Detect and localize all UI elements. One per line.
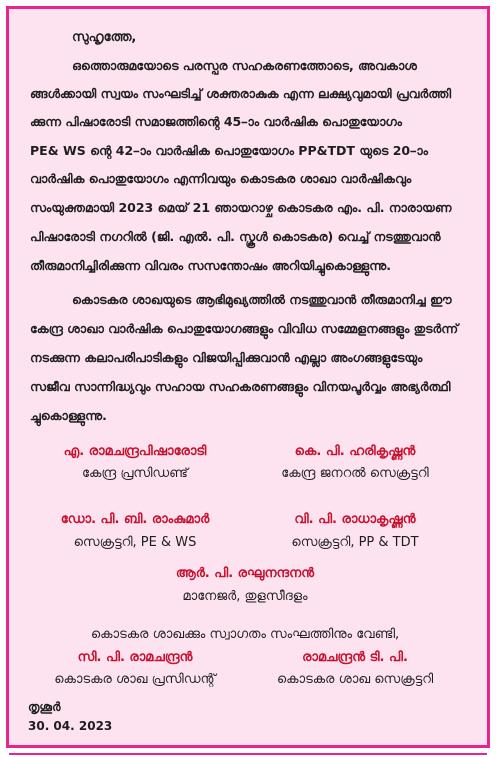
signatory-title: കേന്ദ്ര പ്രസിഡണ്ട് <box>82 466 188 481</box>
signatory-title: മാനേജർ, തുളസീദളം <box>182 589 308 604</box>
salutation: സുഹൃത്തേ, <box>72 30 137 45</box>
signatory-name: വി. പി. രാധാകൃഷ്ണൻ <box>294 512 416 527</box>
signatory-title: സെക്രട്ടറി, PP & TDT <box>291 535 419 550</box>
signatory-title: കേന്ദ്ര ജനറൽ സെക്രട്ടറി <box>281 466 429 481</box>
para2-line: നടക്കുന്ന കലാപരിപാടികളും വിജയിപ്പിക്കുവാൻ എല്ലാ അംഗങ്ങളുടേയും <box>30 350 423 365</box>
signatory-title: സെക്രട്ടറി, PE & WS <box>73 535 197 550</box>
para1-line: സംയുക്തമായി 2023 മെയ് 21 ഞായറാഴ്ച കൊടകര എം. പി. നാരായണ <box>30 200 452 215</box>
para2-line: കേന്ദ്ര ശാഖാ വാർഷിക പൊതുയോഗങ്ങളും വിവിധ സമ്മേളനങ്ങളും തുടർന്ന് <box>30 321 459 336</box>
signatory-name: കെ. പി. ഹരികൃഷ്ണൻ <box>294 444 416 459</box>
date: 30. 04. 2023 <box>28 719 113 733</box>
para1-line: ക്കുന്ന പിഷാരോടി സമാജത്തിന്റെ 45–ാം വാർഷിക പൊതുയോഗം <box>30 114 403 129</box>
para2-line: ച്ചുകൊള്ളുന്നു. <box>30 408 107 423</box>
para1-line: PE& WS ന്റെ 42–ാം വാർഷിക പൊതുയോഗം PP&TDT യുടെ 20–ാം <box>30 143 428 158</box>
branch-signatory-name: സി. പി. രാമചന്ദ്രൻ <box>77 650 193 665</box>
para1-line: തീരുമാനിച്ചിരിക്കുന്ന വിവരം സസന്തോഷം അറിയിച്ചുകൊള്ളുന്നു. <box>30 258 392 273</box>
branch-line: കൊടകര ശാഖക്കും സ്വാഗതം സംഘത്തിനും വേണ്ടി, <box>90 627 400 642</box>
para2-line: സജീവ സാന്നിദ്ധ്യവും സഹായ സഹകരണങ്ങളും വിനയപൂർവ്വം അഭ്യർത്ഥി <box>30 379 451 394</box>
para1-line: ഒത്തൊരുമയോടെ പരസ്പര സഹകരണത്തോടെ, അവകാശ <box>72 58 417 73</box>
para1-line: പിഷാരോടി നഗറിൽ (ജി. എൽ. പി. സ്കൂൾ കൊടകര) വെച്ച് നടത്തുവാൻ <box>30 229 441 244</box>
signatory-name: ഡോ. പി. ബി. രാംകുമാർ <box>60 512 210 527</box>
signatory-name: എ. രാമചന്ദ്രപിഷാരോടി <box>63 444 207 459</box>
branch-signatory-name: രാമചന്ദ്രൻ ടി. പി. <box>302 650 408 665</box>
branch-signatory-title: കൊടകര ശാഖ സെക്രട്ടറി <box>276 672 434 687</box>
branch-signatory-title: കൊടകര ശാഖ പ്രസിഡന്റ് <box>54 672 216 687</box>
place: തൃശൂർ <box>28 700 61 714</box>
signatory-name: ആർ. പി. രഘുനന്ദനൻ <box>175 566 315 581</box>
para2-line: കൊടകര ശാഖയുടെ ആഭിമുഖ്യത്തിൽ നടത്തുവാൻ തീരുമാനിച്ച ഈ <box>72 292 452 307</box>
para1-line: വാർഷിക പൊതുയോഗം എന്നിവയും കൊടകര ശാഖാ വാർഷികവും <box>30 171 412 186</box>
para1-line: ങ്ങൾക്കായി സ്വയം സംഘടിച്ച് ശക്തരാകുക എന്ന ലക്ഷ്യവുമായി പ്രവർത്തി <box>30 86 452 101</box>
